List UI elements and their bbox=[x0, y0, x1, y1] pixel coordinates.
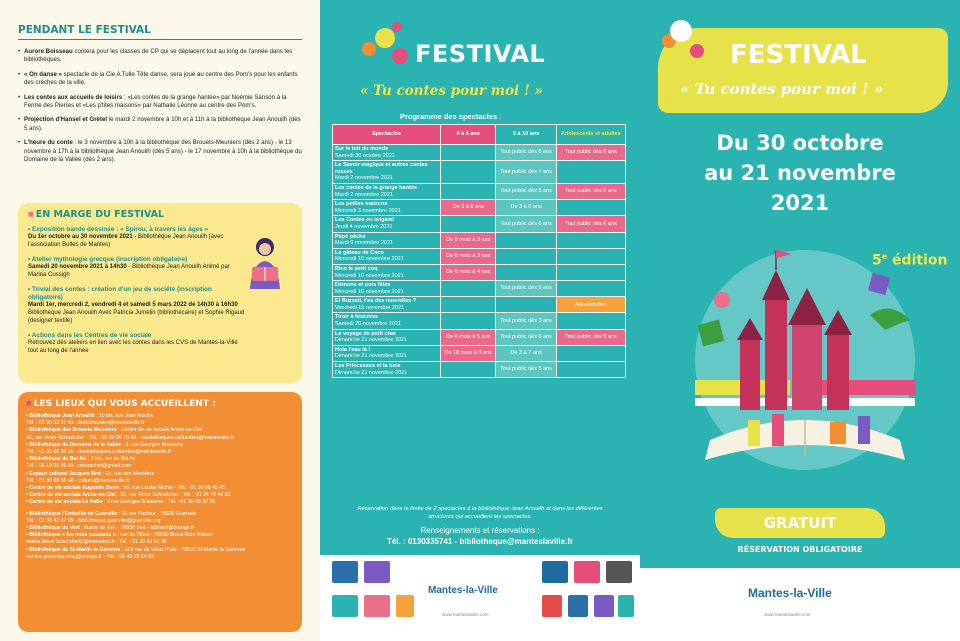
lieu-row: • Espace culturel Jacques Brel : 21, rue des Merisiers bbox=[26, 470, 155, 477]
right-panel bbox=[640, 0, 960, 641]
age-cell: De 6 mois à 5 ans bbox=[441, 329, 496, 345]
age-cell bbox=[441, 216, 496, 232]
spectacle-cell: Tiroir à histoires Samedi 20 novembre 2021 bbox=[333, 313, 441, 329]
header-spectacles: Spectacles bbox=[333, 125, 441, 145]
spectacle-cell: Le voyage de petit chat Dimanche 21 novembre 2021 bbox=[333, 329, 441, 345]
marge-item-heading: • Exposition bande dessinée : « Spirou, à travers les âges » bbox=[28, 226, 246, 234]
age-cell bbox=[441, 313, 496, 329]
partner-logo bbox=[574, 561, 600, 583]
spectacle-cell: Pépé pêche Mardi 9 novembre 2021 bbox=[333, 232, 441, 248]
spectacle-cell: Rico le petit coq Mercredi 10 novembre 2021 bbox=[333, 264, 441, 280]
spectacle-cell: El Buzzati, t'as des nouvelles ? Vendredi 12 novembre 2021 bbox=[333, 297, 441, 313]
lieu-row: • Bibliothèque du Bel Air : 2 bis, rue du Bel Air bbox=[26, 456, 136, 463]
festival-subtitle: « Tu contes pour moi ! » bbox=[680, 80, 884, 98]
lieu-row: • Bibliothèque du Domaine de la Vallée : 2, rue Georges Brassens bbox=[26, 441, 184, 448]
decor-circle bbox=[690, 44, 704, 58]
marge-item bbox=[28, 226, 246, 250]
age-cell bbox=[556, 200, 625, 216]
partner-logo bbox=[542, 561, 568, 583]
decor-circle bbox=[670, 20, 692, 42]
lieu-row: • Bibliothèque l'Embellie de Guerville : 16 rue Pasteur - 78930 Guerville bbox=[26, 510, 197, 517]
lieu-row: • Centre de vie sociale Le Patio : 3 rue Georges Brassens - Tél. : 01 30 98 30 25 bbox=[26, 499, 216, 506]
pendant-item: • Les contes aux accueils de loisirs : «Les contes de la grange hantée» par Noémie Sanson à la Ferme des Pierres et «Les p'tites maisons» par Nathalie Léonne au centre des Pom's. bbox=[18, 94, 302, 111]
decor-circle bbox=[375, 28, 395, 48]
age-cell: Tout public dès 5 ans bbox=[496, 362, 556, 378]
age-cell bbox=[556, 248, 625, 264]
age-cell: Tout public dès 5 ans bbox=[556, 183, 625, 199]
partner-logo bbox=[364, 595, 390, 617]
age-cell bbox=[441, 281, 496, 297]
marge-item bbox=[28, 256, 246, 280]
age-cell: Tout public dès 6 ans bbox=[556, 216, 625, 232]
age-cell: De 6 mois à 3 ans bbox=[441, 248, 496, 264]
spectacle-cell: Les Princesses et la lune Dimanche 21 novembre 2021 bbox=[333, 362, 441, 378]
decor-circle bbox=[362, 42, 376, 56]
spectacle-cell: Démons et pots fêlés Mercredi 10 novembre 2021 bbox=[333, 281, 441, 297]
gratuit-text: GRATUIT bbox=[763, 514, 837, 532]
marge-box bbox=[18, 203, 302, 383]
age-cell bbox=[441, 297, 496, 313]
partner-logo bbox=[542, 595, 562, 617]
spectacle-cell: Le gâteau de Coco Mercredi 10 novembre 2021 bbox=[333, 248, 441, 264]
spectacle-cell: Les petites maisons Mercredi 3 novembre 2021 bbox=[333, 200, 441, 216]
age-cell bbox=[556, 313, 625, 329]
header-5-10: 5 à 10 ans bbox=[496, 125, 556, 145]
table-row bbox=[333, 264, 626, 280]
reservation-title: Renseignements et réservations : bbox=[420, 526, 540, 535]
age-cell: De 6 mois à 4 ans bbox=[441, 264, 496, 280]
edition-word: édition bbox=[887, 252, 948, 269]
age-cell bbox=[556, 264, 625, 280]
table-row bbox=[333, 232, 626, 248]
table-row bbox=[333, 200, 626, 216]
decor-circle bbox=[392, 22, 402, 32]
spectacle-cell: Hola l'eau là ! Dimanche 21 novembre 2021 bbox=[333, 345, 441, 361]
dates-line-2: au 21 novembre bbox=[704, 161, 896, 185]
age-cell: De 18 mois à 3 ans bbox=[441, 345, 496, 361]
age-cell bbox=[496, 232, 556, 248]
table-row bbox=[333, 362, 626, 378]
website-text: www.manteslaville.com bbox=[764, 612, 811, 617]
age-cell: Tout public dès 6 ans bbox=[496, 216, 556, 232]
spectacle-cell: Le Savoir magique et autres contes russes Mardi 2 novembre 2021 bbox=[333, 161, 441, 184]
table-row bbox=[333, 313, 626, 329]
age-cell: Tout public dès 6 ans bbox=[556, 145, 625, 161]
dates-line-1: Du 30 octobre bbox=[716, 131, 884, 155]
table-row bbox=[333, 145, 626, 161]
age-cell: De 3 à 6 ans bbox=[496, 200, 556, 216]
age-cell: Tout public dès 3 ans bbox=[496, 313, 556, 329]
castle-book-illustration bbox=[680, 230, 930, 500]
gratuit-badge bbox=[715, 508, 885, 538]
lieu-row: • Bibliothèque du Vert : Mairie de Vert - 78930 Vert - biblivert@orange.fr bbox=[26, 525, 195, 532]
partner-logo bbox=[618, 595, 634, 617]
decor-circle bbox=[392, 48, 408, 64]
program-title: Programme des spectacles : bbox=[400, 112, 502, 121]
lieu-row: 30, rue Victor Schoelcher - Tél. : 01 30 98 78 49 - mediatheques.culturelles@mantesville.fr bbox=[26, 434, 235, 441]
festival-title: FESTIVAL bbox=[415, 40, 546, 68]
age-cell: De 3 à 6 ans bbox=[441, 200, 496, 216]
lieux-group-ville bbox=[26, 413, 294, 507]
table-row bbox=[333, 297, 626, 313]
table-row bbox=[333, 161, 626, 184]
reading-girl-illustration bbox=[238, 233, 292, 291]
header-ados: Adolescents et adultes bbox=[556, 125, 625, 145]
table-row bbox=[333, 345, 626, 361]
partner-logo bbox=[594, 595, 614, 617]
lieu-row: service.jeunesse.smg@orange.fr - Tél. : 06 49 25 14 93 bbox=[26, 553, 155, 560]
edition-sup: e bbox=[881, 252, 888, 261]
partner-logo bbox=[364, 561, 390, 583]
festival-dates bbox=[680, 128, 920, 218]
mantes-la-ville-logo: Mantes-la-Ville bbox=[428, 585, 498, 596]
mantes-la-ville-logo: Mantes-la-Ville bbox=[748, 586, 832, 600]
spectacle-cell: Les Contes en origami Jeudi 4 novembre 2021 bbox=[333, 216, 441, 232]
lieu-row: Tél. : 01 30 33 57 41 - bibliothecaire@mantesville.fr bbox=[26, 420, 145, 427]
marge-item bbox=[28, 286, 246, 326]
marge-item-heading: • Trivial des contes : création d'un jeu de société (inscription obligatoire) bbox=[28, 286, 246, 303]
age-cell bbox=[496, 297, 556, 313]
partner-logo bbox=[606, 561, 632, 583]
lieux-box bbox=[18, 392, 302, 632]
partner-logo bbox=[332, 561, 358, 583]
lieux-title: ■ LES LIEUX QUI VOUS ACCUEILLENT : bbox=[26, 399, 294, 409]
edition-number: 5 bbox=[872, 252, 882, 269]
table-row bbox=[333, 329, 626, 345]
lieu-row: • Centre de vie sociale Arche-en-Ciel : 30, rue Victor Schoelcher - Tél. : 01 34 78 40 33 bbox=[26, 492, 231, 499]
left-panel bbox=[0, 0, 320, 641]
reservation-required: RÉSERVATION OBLIGATOIRE bbox=[737, 545, 863, 554]
age-cell: De 3 à 7 ans bbox=[496, 345, 556, 361]
age-cell bbox=[441, 183, 496, 199]
age-cell bbox=[556, 345, 625, 361]
partner-logos bbox=[320, 555, 640, 641]
age-cell: Tout public dès 7 ans bbox=[496, 161, 556, 184]
lieu-row: • Bibliothèque « les mots passants » : rue du Tilleul - 78930 Breuil-Bois-Robert - bbox=[26, 532, 216, 539]
pendant-list bbox=[18, 48, 302, 164]
pendant-item: • Projection d'Hansel et Gretel le mardi 2 novembre à 10h et à 11h à la bibliothèque Jean Anouilh (dès 5 ans). bbox=[18, 116, 302, 133]
marge-item-text: Du 1er octobre au 30 novembre 2021 - Bibliothèque Jean Anouilh (avec l'association Bulles de Mantes) bbox=[28, 234, 224, 249]
festival-title: FESTIVAL bbox=[730, 40, 867, 70]
lieu-row: Tél. : 01 30 98 30 26 - mediatheques.culturelles@mantesville.fr bbox=[26, 449, 172, 456]
marge-item-text: Mardi 1er, mercredi 2, vendredi 4 et samedi 5 mars 2022 de 14h30 à 16h30 Bibliothèque Jean Anouilh Avec Patricia Jumelin (bibliothécaire) et Sophie Rigaud (designer textile) bbox=[28, 302, 245, 324]
lieu-row: • Centre de vie sociale Augustin Serre : 60, rue Louise Michel - Tél. : 01 30 98 45 46 bbox=[26, 485, 226, 492]
lieu-row: Tél. : 06 18 06 66 69 - mcsrachet@gmail.com bbox=[26, 463, 132, 470]
spectacle-cell: Les contes de la grange hantée Mardi 2 novembre 2021 bbox=[333, 183, 441, 199]
program-table bbox=[332, 124, 626, 378]
lieu-row: Tél. : 01 30 42 37 09 - bibliotheque.guerville@guerville.org bbox=[26, 517, 161, 524]
lieu-row: Tél. : 01 30 98 55 46 - culture@mantesville.fr bbox=[26, 477, 130, 484]
age-cell bbox=[556, 281, 625, 297]
age-cell: Tout public dès 6 ans bbox=[496, 145, 556, 161]
lieu-row: mairie.breuil-bois-robert1@wanadoo.fr - Tél. : 01 30 42 62 35 bbox=[26, 539, 167, 546]
age-cell: Tout public dès 5 ans bbox=[556, 329, 625, 345]
festival-subtitle: « Tu contes pour moi ! » bbox=[360, 83, 543, 99]
partner-logo bbox=[332, 595, 358, 617]
age-cell bbox=[496, 264, 556, 280]
marge-item-text: Retrouvez des ateliers en lien avec les contes dans les CVS de Mantes-la-Ville tout au long de l'année bbox=[28, 340, 238, 354]
pendant-item: • Aurore Boisseau contera pour les classes de CP qui se déplacent tout au long de l'année dans les bibliothèques. bbox=[18, 48, 302, 65]
age-cell bbox=[441, 145, 496, 161]
lieu-row: • Bibliothèque Jean Anouilh : 10 bis, rue Jean Moulin bbox=[26, 413, 153, 419]
marge-item-heading: • Atelier mythologie grecque (inscription obligatoire) bbox=[28, 256, 246, 264]
dates-line-3: 2021 bbox=[770, 191, 830, 215]
lieu-row: • Bibliothèque des Brouets-Meuniers : Centre de vie sociale Arche-en-Ciel bbox=[26, 427, 203, 434]
table-row bbox=[333, 248, 626, 264]
marge-title: ■ EN MARGE DU FESTIVAL bbox=[28, 209, 292, 220]
marge-item-heading: • Actions dans les Centres de vie sociale bbox=[28, 332, 246, 340]
reservation-note: Réservation dans la limite de 2 spectacles à la bibliothèque Jean Anouilh et dans les différentes structures qui accueillent les spectacles. bbox=[357, 506, 603, 520]
table-row bbox=[333, 216, 626, 232]
right-logo-strip bbox=[640, 568, 960, 641]
age-cell: Ados/adultes bbox=[556, 297, 625, 313]
table-row bbox=[333, 183, 626, 199]
marge-item-text: Samedi 20 novembre 2021 à 14h30 - Bibliothèque Jean Anouilh Animé par Marina Cussigh bbox=[28, 264, 230, 278]
spectacle-cell: Sur le toit du monde Samedi 30 octobre 2021 bbox=[333, 145, 441, 161]
partner-logo bbox=[568, 595, 588, 617]
header-0-5: 0 à 5 ans bbox=[441, 125, 496, 145]
age-cell bbox=[556, 232, 625, 248]
age-cell: Tout public dès 5 ans bbox=[496, 281, 556, 297]
pendant-item: • « On danse » spectacle de la Cie A Tulle Tête danse, sera joué au centre des Pom's pour les enfants des crèches de la ville. bbox=[18, 71, 302, 88]
partner-logo bbox=[396, 595, 414, 617]
age-cell bbox=[496, 248, 556, 264]
age-cell bbox=[556, 161, 625, 184]
pendant-item: • L'heure du conte : le 3 novembre à 10h à la bibliothèque des Brouets-Meuniers (dès 2 ans) - le 13 novembre à 17h à la bibliothèque Jean Anouilh (dès 5 ans) - le 17 novembre à 10h à la bibliothèque du Domaine de la Vallée (dès 2 ans). bbox=[18, 139, 302, 164]
website-text: www.manteslaville.com bbox=[442, 612, 489, 617]
age-cell: De 6 mois à 3 ans bbox=[441, 232, 496, 248]
marge-item bbox=[28, 332, 246, 356]
age-cell: Tout public dès 6 ans bbox=[496, 329, 556, 345]
lieu-row: • Bibliothèque de St-Martin la Garenne : 125 rue du Vieux Puits - 78520 St-Martin la Garenne bbox=[26, 546, 246, 553]
table-row bbox=[333, 281, 626, 297]
age-cell: Tout public dès 5 ans bbox=[496, 183, 556, 199]
age-cell bbox=[441, 362, 496, 378]
lieux-group-communes bbox=[26, 511, 294, 561]
reservation-contact: Tél. : 0130335741 - bibliotheque@mantesIaville.fr bbox=[386, 537, 574, 546]
age-cell bbox=[556, 362, 625, 378]
pendant-title: PENDANT LE FESTIVAL bbox=[18, 24, 302, 40]
age-cell bbox=[441, 161, 496, 184]
middle-panel bbox=[320, 0, 640, 641]
